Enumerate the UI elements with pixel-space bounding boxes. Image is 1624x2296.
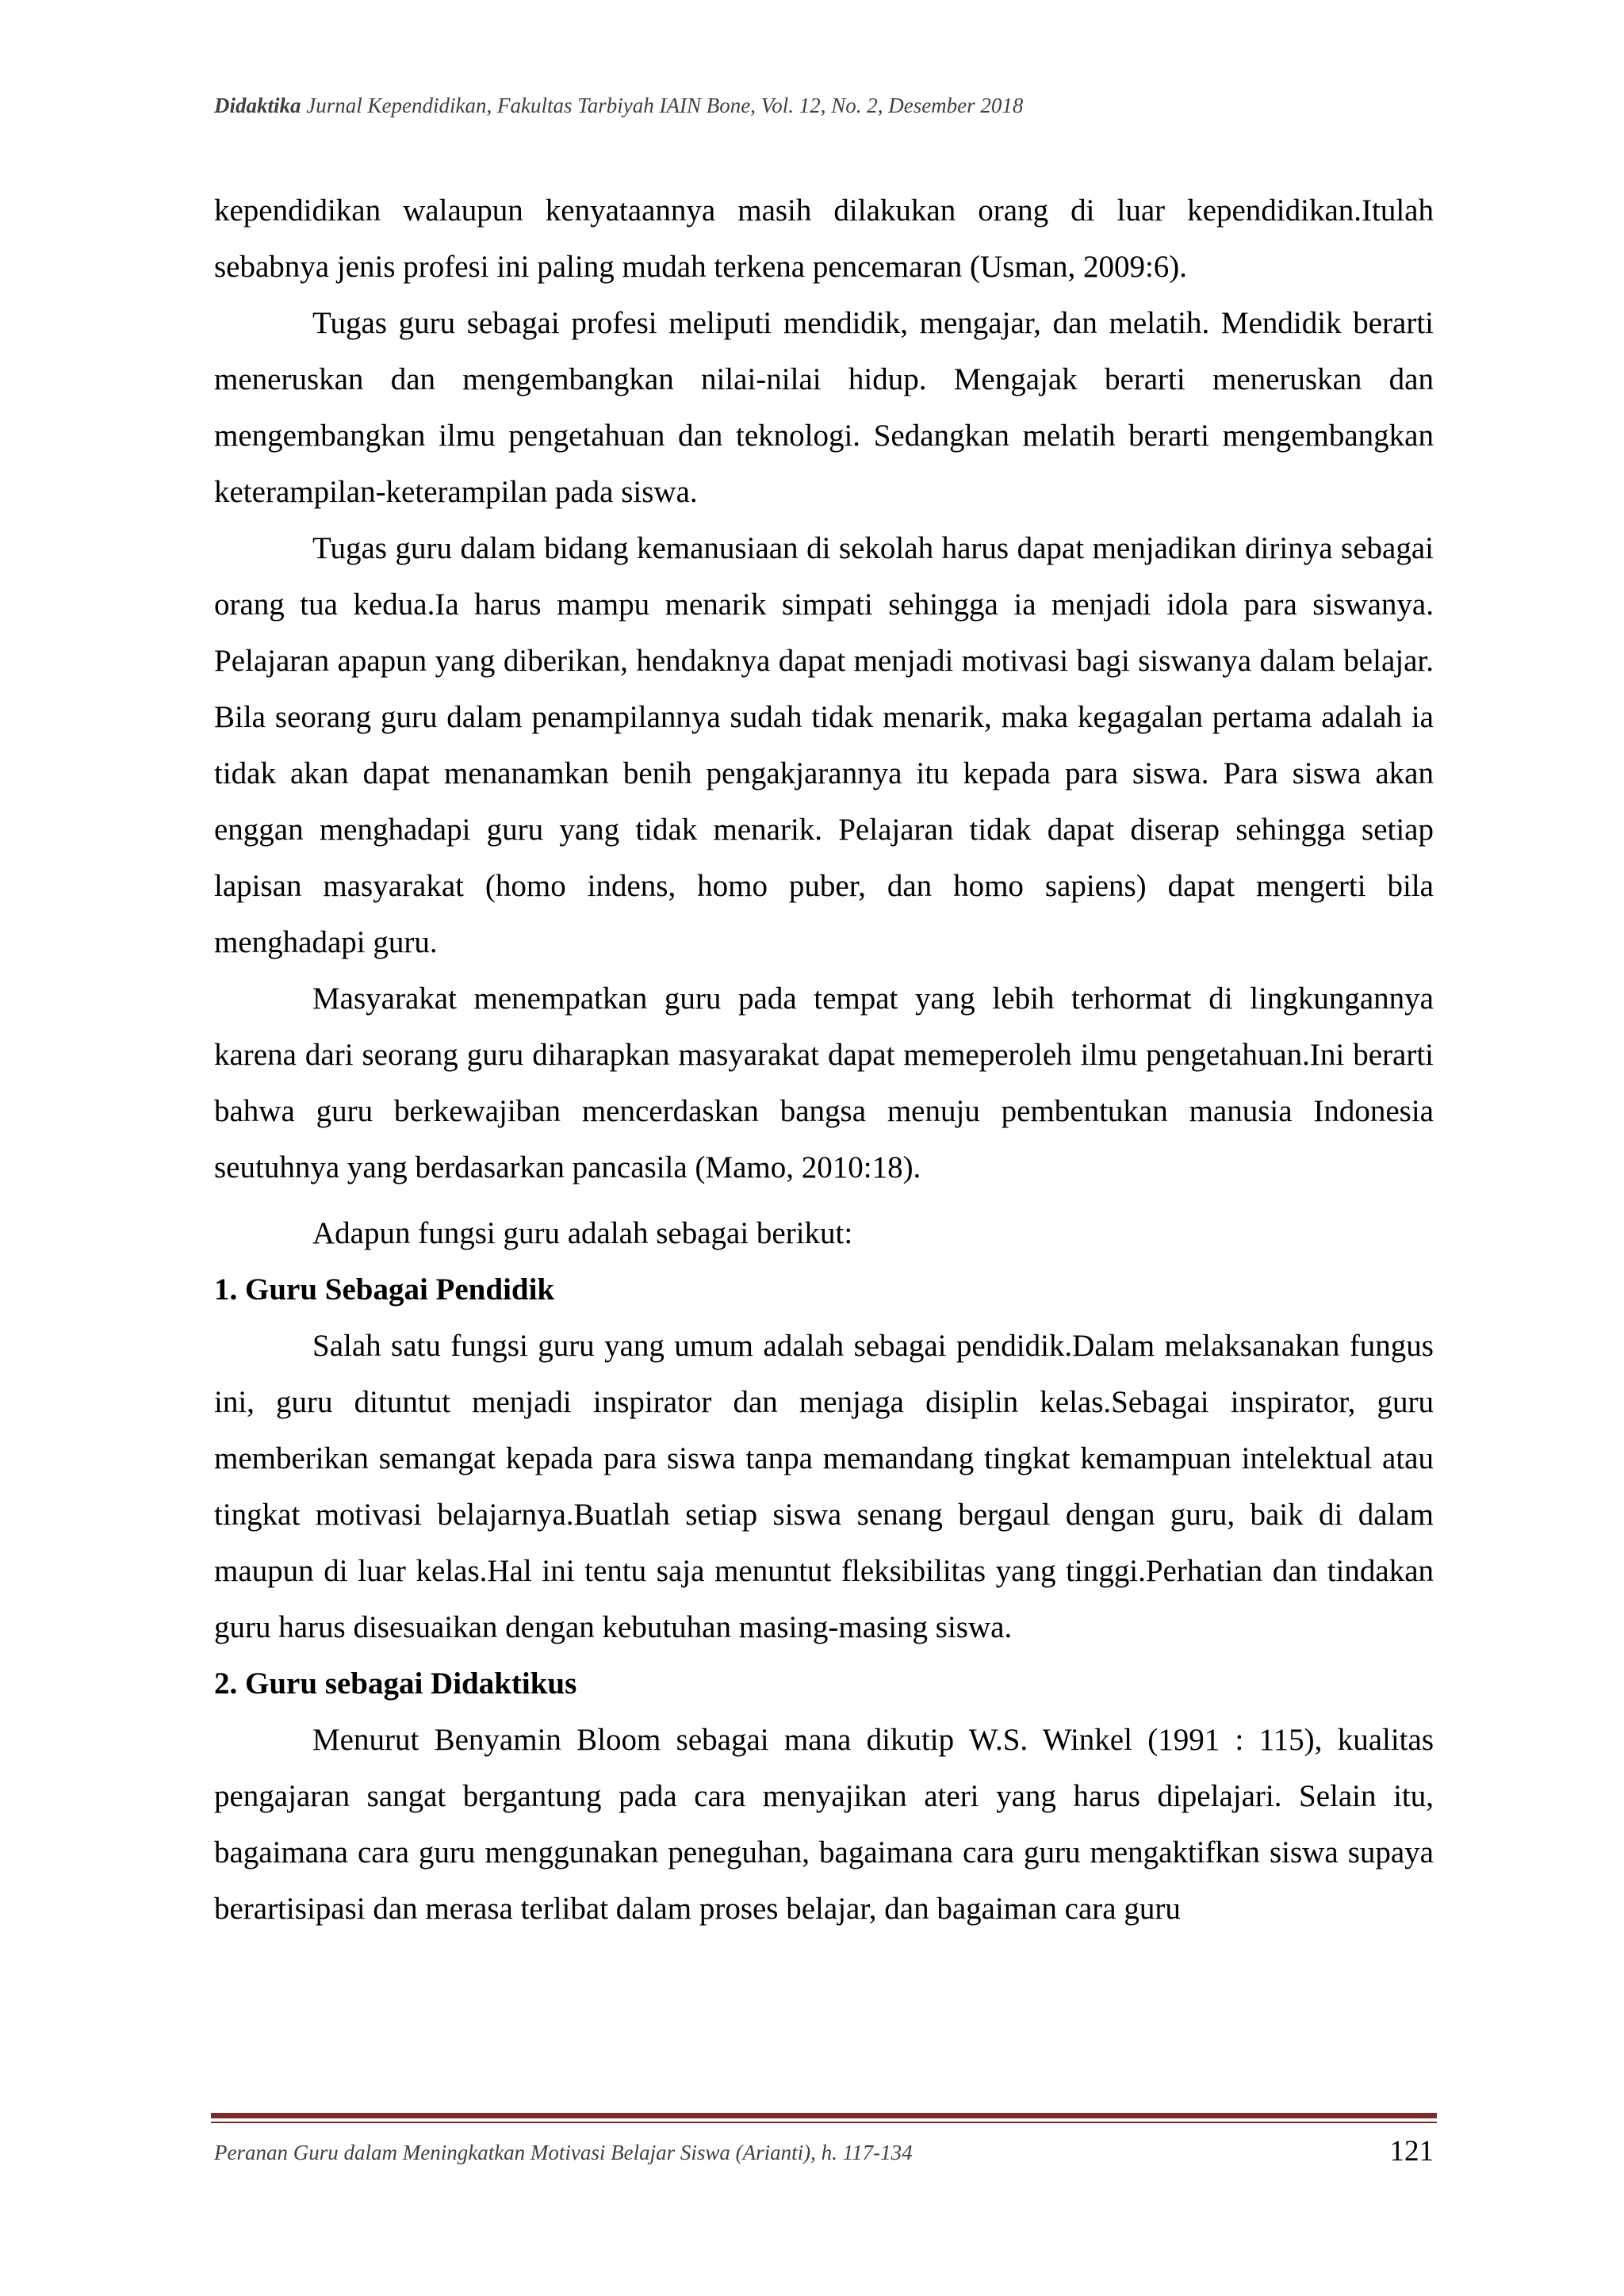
journal-name: Didaktika	[214, 94, 301, 117]
paragraph-3: Tugas guru dalam bidang kemanusiaan di sekolah harus dapat menjadikan dirinya sebagai orang tua kedua.Ia harus mampu menarik simpati sehingga ia menjadi idola para siswanya. Pelajaran apapun yang diberikan, hendaknya dapat menjadi motivasi bagi siswanya dalam belajar. Bila seorang guru dalam penampilannya sudah tidak menarik, maka kegagalan pertama adalah ia tidak akan dapat menanamkan benih pengakjarannya itu kepada para siswa. Para siswa akan enggan menghadapi guru yang tidak menarik. Pelajaran tidak dapat diserap sehingga setiap lapisan masyarakat (homo indens, homo puber, dan homo sapiens) dapat mengerti bila menghadapi guru.	[214, 531, 1434, 959]
paragraph-2: Tugas guru sebagai profesi meliputi mendidik, mengajar, dan melatih. Mendidik berarti meneruskan dan mengembangkan nilai-nilai hidup. Mengajak berarti meneruskan dan mengembangkan ilmu pengetahuan dan teknologi. Sedangkan melatih berarti mengembangkan keterampilan-keterampilan pada siswa.	[214, 306, 1434, 509]
footer-rule	[211, 2113, 1437, 2118]
section-heading-1: 1. Guru Sebagai Pendidik	[214, 1272, 555, 1307]
section-2-text: Menurut Benyamin Bloom sebagai mana dikutip W.S. Winkel (1991 : 115), kualitas pengajaran sangat bergantung pada cara menyajikan ateri yang harus dipelajari. Selain itu, bagaimana cara guru menggunakan peneguhan, bagaimana cara guru mengaktifkan siswa supaya berartisipasi dan merasa terlibat dalam proses belajar, dan bagaiman cara guru	[214, 1723, 1434, 1926]
section-1-text: Salah satu fungsi guru yang umum adalah sebagai pendidik.Dalam melaksanakan fungus ini, guru dituntut menjadi inspirator dan menjaga disiplin kelas.Sebagai inspirator, guru memberikan semangat kepada para siswa tanpa memandang tingkat kemampuan intelektual atau tingkat motivasi belajarnya.Buatlah setiap siswa senang bergaul dengan guru, baik di dalam maupun di luar kelas.Hal ini tentu saja menuntut fleksibilitas yang tinggi.Perhatian dan tindakan guru harus disesuaikan dengan kebutuhan masing-masing siswa.	[214, 1329, 1434, 1644]
paragraph-5: Adapun fungsi guru adalah sebagai berikut:	[312, 1216, 853, 1250]
article-body	[214, 182, 1434, 1937]
running-header	[214, 94, 1435, 118]
paragraph-1: kependidikan walaupun kenyataannya masih dilakukan orang di luar kependidikan.Itulah sebabnya jenis profesi ini paling mudah terkena pencemaran (Usman, 2009:6).	[214, 193, 1434, 284]
section-heading-2: 2. Guru sebagai Didaktikus	[214, 1667, 577, 1701]
footer-citation: Peranan Guru dalam Meningkatkan Motivasi Belajar Siswa (Arianti), h. 117-134	[214, 2141, 913, 2164]
journal-details: Jurnal Kependidikan, Fakultas Tarbiyah IAIN Bone, Vol. 12, No. 2, Desember 2018	[301, 94, 1024, 117]
footer-rule-thin	[211, 2122, 1437, 2123]
page-number: 121	[1389, 2135, 1434, 2168]
paragraph-4: Masyarakat menempatkan guru pada tempat yang lebih terhormat di lingkungannya karena dari seorang guru diharapkan masyarakat dapat memeperoleh ilmu pengetahuan.Ini berarti bahwa guru berkewajiban mencerdaskan bangsa menuju pembentukan manusia Indonesia seutuhnya yang berdasarkan pancasila (Mamo, 2010:18).	[214, 982, 1434, 1184]
